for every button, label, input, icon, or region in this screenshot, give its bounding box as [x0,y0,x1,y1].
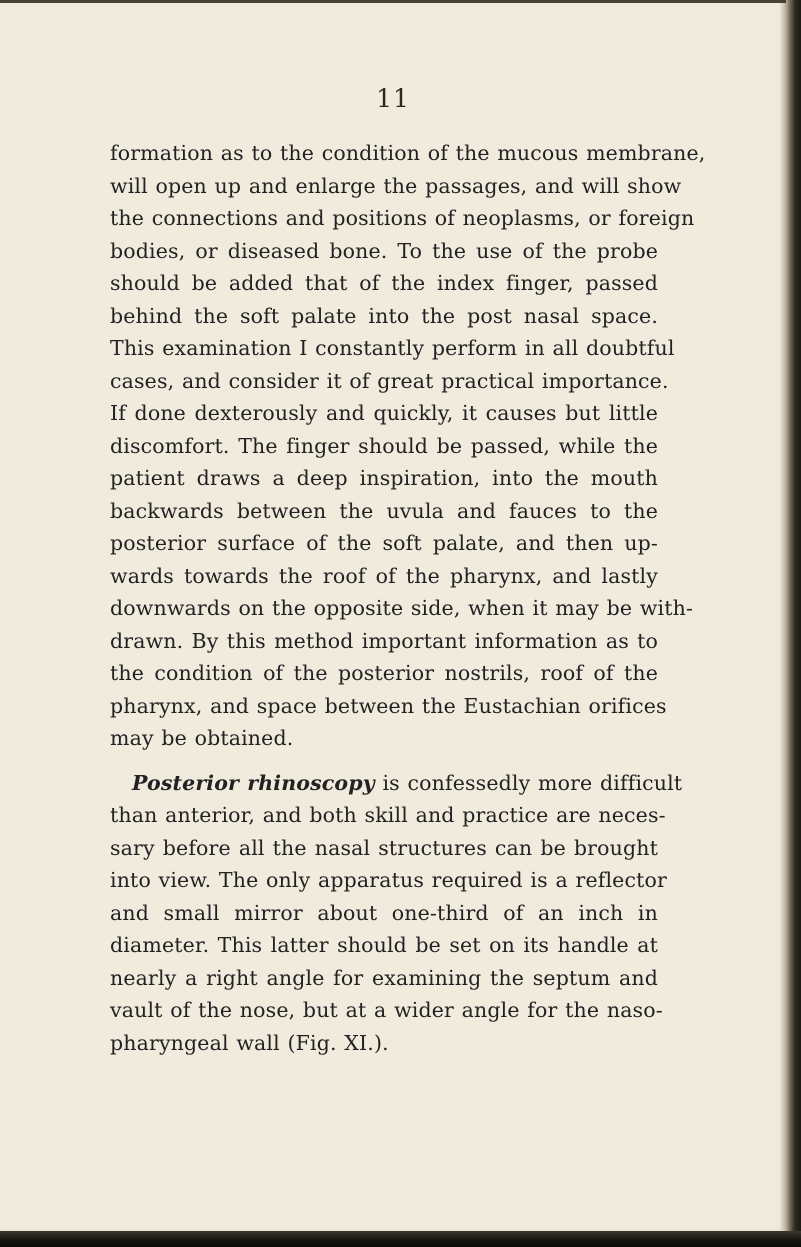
text-line: and small mirror about one-third of an inch in [110,900,658,925]
text-line: the condition of the posterior nostrils, roof of the [110,661,658,685]
text-line: behind the soft palate into the post nasal space. [110,303,658,328]
body-text [110,137,706,1059]
text-line: than anterior, and both skill and practice are neces- [110,803,666,827]
text-line: will open up and enlarge the passages, and will show [110,173,682,198]
text-line: If done dexterously and quickly, it causes but little [110,401,658,425]
text-line: should be added that of the index finger, passed [110,271,658,295]
text-line: discomfort. The finger should be passed, while the [110,433,658,458]
text-line: drawn. By this method important information as to [110,628,658,653]
text-line: bodies, or diseased bone. To the use of the probe [110,238,658,263]
paragraph-2 [110,767,683,1060]
text-line: formation as to the condition of the mucous membrane, [110,141,706,165]
text-span: is confessedly more difficult [374,770,683,795]
text-line: nearly a right angle for examining the septum and [110,965,658,990]
text-line: pharyngeal wall (Fig. XI.). [110,1030,389,1055]
text-line: pharynx, and space between the Eustachian orifices [110,693,667,718]
text-line: into view. The only apparatus required is a reflector [110,868,667,892]
paragraph-gap [110,755,658,767]
text-line: posterior surface of the soft palate, and then up- [110,531,658,555]
text-line [110,767,683,800]
text-line: vault of the nose, but at a wider angle for the naso- [110,998,663,1022]
text-line: downwards on the opposite side, when it may be with- [110,596,694,620]
scan-edge-right [786,0,801,1247]
text-line: the connections and positions of neoplasms, or foreign [110,206,695,230]
text-line: diameter. This latter should be set on its handle at [110,933,658,957]
text-line: sary before all the nasal structures can be brought [110,835,658,860]
text-line: cases, and consider it of great practical importance. [110,368,669,393]
page-number: 11 [376,84,410,113]
paragraph-1 [110,137,706,755]
italic-term: Posterior rhinoscopy [132,770,375,795]
text-line: wards towards the roof of the pharynx, and lastly [110,563,658,588]
scan-edge-top [0,0,801,3]
text-line: This examination I constantly perform in all doubtful [110,336,675,360]
text-line: patient draws a deep inspiration, into the mouth [110,466,658,490]
text-line: may be obtained. [110,726,294,750]
text-line: backwards between the uvula and fauces to the [110,498,658,523]
scan-edge-bottom [0,1231,801,1247]
